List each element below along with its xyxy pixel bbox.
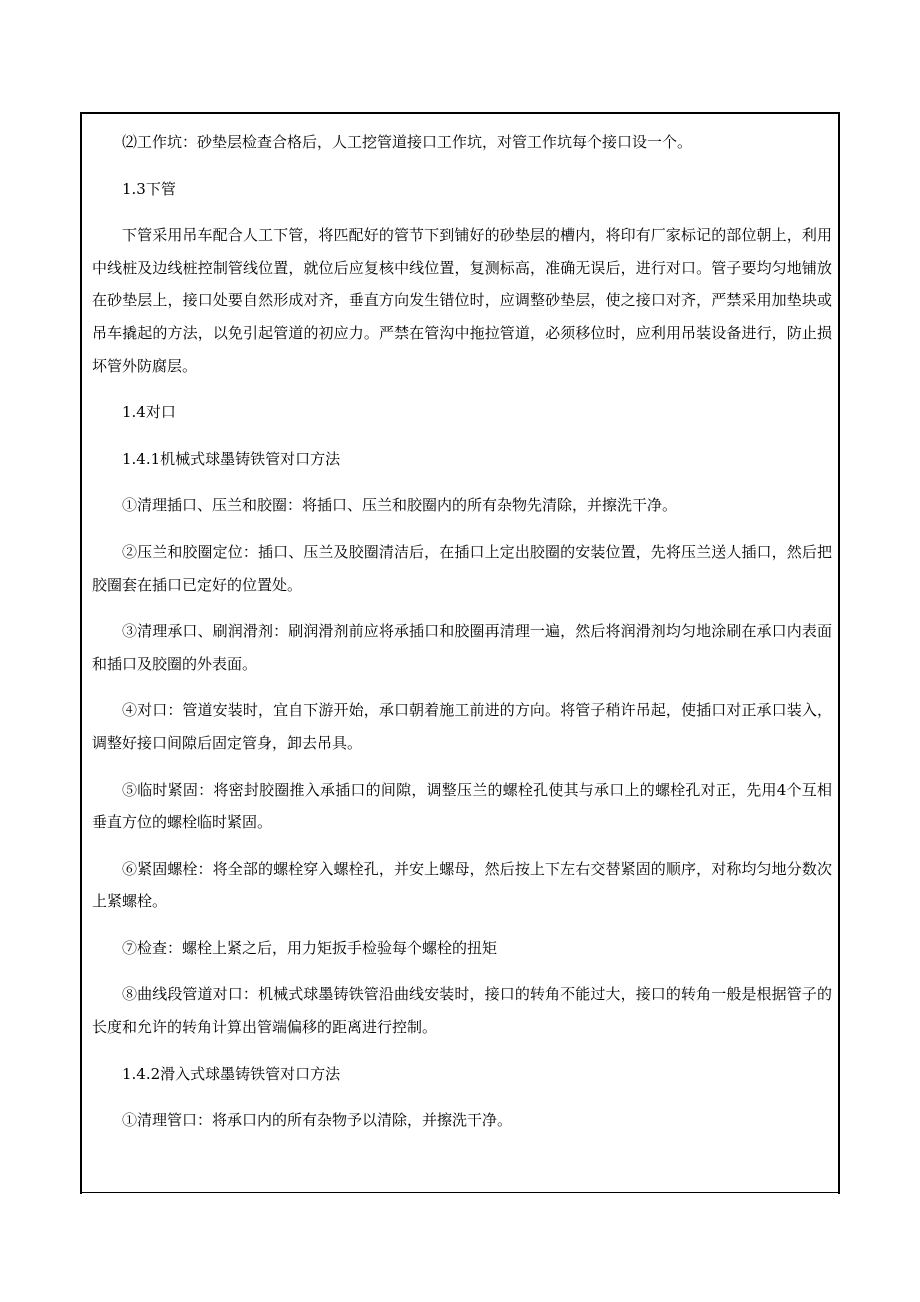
paragraph-step-4: ④对口：管道安装时，宜自下游开始，承口朝着施工前进的方向。将管子稍许吊起，使插口对正承口装入，调整好接口间隙后固定管身，卸去吊具。 — [92, 701, 832, 752]
paragraph-pipe-lowering: 下管采用吊车配合人工下管，将匹配好的管节下到铺好的砂垫层的槽内，将印有厂家标记的部位朝上，利用中线桩及边线桩控制管线位置，就位后应复核中线位置，复测标高，准确无误后，进行对口。管子要均匀地铺放在砂垫层上，接口处要自然形成对齐，垂直方向发生错位时，应调整砂垫层，使之接口对齐，严禁采用加垫块或吊车撬起的方法，以免引起管道的初应力。严禁在管沟中拖拉管道，必须移位时，应利用吊装设备进行，防止损坏管外防腐层。 — [92, 226, 832, 375]
heading-1-3-pipe-lowering: 1.3下管 — [122, 179, 176, 198]
paragraph-step-3: ③清理承口、刷润滑剂：刷润滑剂前应将承插口和胶圈再清理一遍，然后将润滑剂均匀地涂刷在承口内表面和插口及胶圈的外表面。 — [92, 622, 832, 673]
frame-bottom-line — [80, 1192, 840, 1193]
heading-1-4-joint: 1.4对口 — [122, 403, 176, 422]
paragraph-step-6: ⑥紧固螺栓：将全部的螺栓穿入螺栓孔，并安上螺母，然后按上下左右交替紧固的顺序，对称均匀地分数次上紧螺栓。 — [92, 859, 832, 911]
paragraph-step-7: ⑦检查：螺栓上紧之后，用力矩扳手检验每个螺栓的扭矩 — [122, 938, 498, 957]
heading-1-4-1-mechanical: 1.4.1机械式球墨铸铁管对口方法 — [122, 449, 341, 468]
paragraph-step-5: ⑤临时紧固：将密封胶圈推入承插口的间隙，调整压兰的螺栓孔使其与承口上的螺栓孔对正，先用4个互相垂直方位的螺栓临时紧固。 — [92, 780, 832, 832]
paragraph-work-pit: ⑵工作坑：砂垫层检查合格后，人工挖管道接口工作坑，对管工作坑每个接口设一个。 — [122, 133, 693, 151]
paragraph-slip-step-1: ①清理管口：将承口内的所有杂物予以清除，并擦洗干净。 — [122, 1111, 513, 1130]
paragraph-step-1: ①清理插口、压兰和胶圈：将插口、压兰和胶圈内的所有杂物先清除，并擦洗干净。 — [122, 496, 678, 515]
paragraph-step-2: ②压兰和胶圈定位：插口、压兰及胶圈清洁后，在插口上定出胶圈的安装位置，先将压兰送人插口，然后把胶圈套在插口已定好的位置处。 — [92, 542, 832, 594]
heading-1-4-2-slip-in: 1.4.2滑入式球墨铸铁管对口方法 — [122, 1064, 341, 1083]
paragraph-step-8: ⑧曲线段管道对口：机械式球墨铸铁管沿曲线安装时，接口的转角不能过大，接口的转角一般是根据管子的长度和允许的转角计算出管端偏移的距离进行控制。 — [92, 985, 832, 1037]
document-body — [92, 126, 832, 1137]
